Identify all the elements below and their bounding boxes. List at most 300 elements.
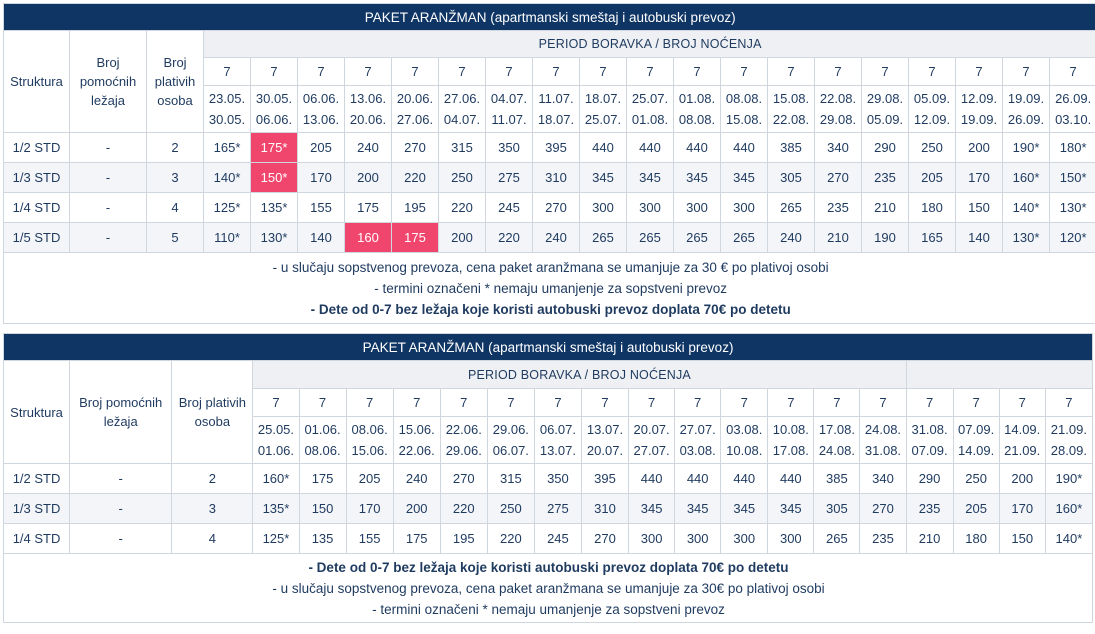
nights-cell: 7 [581,389,628,417]
nights-cell: 7 [299,389,346,417]
price-cell: 155 [346,524,393,554]
nights-cell: 7 [814,389,860,417]
date-range-cell [251,86,298,133]
date-range-cell [953,417,999,464]
structure-cell: 1/4 STD [4,524,70,554]
price-cell: 175 [392,223,439,253]
price-cell: 205 [298,133,345,163]
nights-cell: 7 [953,389,999,417]
aux-beds-cell: - [70,133,147,163]
date-to: 28.09. [1050,443,1087,458]
price-cell: 315 [487,464,534,494]
price-cell: 190* [1045,464,1092,494]
date-from: 01.06. [304,422,341,437]
price-cell: 120* [1050,223,1095,253]
price-cell: 270 [392,133,439,163]
price-cell: 140* [1003,193,1050,223]
price-cell: 350 [534,464,581,494]
price-cell: 205 [909,163,956,193]
date-from: 27.07. [679,422,716,437]
date-to: 11.07. [491,112,527,127]
date-from: 30.05. [255,91,293,106]
date-from: 18.07. [584,91,622,106]
nights-cell: 7 [346,389,393,417]
price-cell: 240 [345,133,392,163]
structure-cell: 1/3 STD [4,163,70,193]
price-cell: 440 [674,133,721,163]
price-cell: 350 [486,133,533,163]
paying-persons-cell: 5 [147,223,204,253]
table-title-row [4,334,1093,361]
price-cell: 250 [487,494,534,524]
price-cell: 345 [674,163,721,193]
date-to: 29.08. [819,112,857,127]
aux-beds-cell: - [70,494,172,524]
price-cell: 265 [768,193,815,223]
table-title: PAKET ARANŽMAN (apartmanski smeštaj i autobuski prevoz) [4,334,1093,361]
price-cell: 340 [815,133,862,163]
date-to: 18.07. [537,112,575,127]
price-cell: 265 [814,524,860,554]
date-range-cell [581,417,628,464]
date-to: 30.05. [208,112,246,127]
structure-header: Struktura [4,361,70,464]
paying-persons-cell: 2 [147,133,204,163]
price-cell: 170 [298,163,345,193]
date-from: 08.08. [725,91,763,106]
nights-cell: 7 [1003,58,1050,86]
date-from: 15.08. [772,91,810,106]
price-cell: 160* [1045,494,1092,524]
date-range-cell [721,86,768,133]
date-from: 08.06. [351,422,388,437]
price-cell: 270 [581,524,628,554]
date-range-cell [862,86,909,133]
price-cell: 160 [345,223,392,253]
price-cell: 385 [768,133,815,163]
price-cell: 165 [909,223,956,253]
price-cell: 345 [768,494,814,524]
date-range-cell [298,86,345,133]
price-cell: 395 [533,133,580,163]
price-cell: 265 [721,223,768,253]
price-cell: 200 [345,163,392,193]
price-cell: 395 [581,464,628,494]
price-cell: 240 [393,464,440,494]
date-range-cell [439,86,486,133]
price-cell: 175* [251,133,298,163]
nights-cell: 7 [768,389,814,417]
date-to: 20.06. [349,112,387,127]
structure-cell: 1/4 STD [4,193,70,223]
price-cell: 440 [721,464,768,494]
date-range-cell [533,86,580,133]
date-to: 29.06. [445,443,482,458]
period-header-row [4,361,1093,389]
price-cell: 275 [486,163,533,193]
price-table-1 [3,3,1095,324]
date-to: 08.08. [678,112,716,127]
price-cell: 175 [393,524,440,554]
price-cell: 135 [299,524,346,554]
price-cell: 220 [440,494,487,524]
aux-beds-cell: - [70,464,172,494]
price-cell: 205 [953,494,999,524]
price-cell: 440 [580,133,627,163]
date-to: 10.08. [726,443,763,458]
price-cell: 200 [999,464,1045,494]
date-to: 06.06. [255,112,293,127]
nights-cell: 7 [721,389,768,417]
price-cell: 200 [393,494,440,524]
price-cell: 140* [1045,524,1092,554]
nights-cell: 7 [534,389,581,417]
price-cell: 270 [860,494,906,524]
note-line: - u slučaju sopstvenog prevoza, cena paket aranžmana se umanjuje za 30 € po plativoj osobi [272,259,829,275]
note-line: - u slučaju sopstvenog prevoza, cena paket aranžmana se umanjuje za 30€ po plativoj osobi [272,580,825,596]
price-cell: 235 [906,494,953,524]
price-cell: 300 [629,524,675,554]
date-from: 13.06. [349,91,387,106]
nights-cell: 7 [956,58,1003,86]
date-to: 14.09. [958,443,995,458]
price-cell: 290 [906,464,953,494]
date-to: 08.06. [304,443,341,458]
price-cell: 345 [580,163,627,193]
date-range-cell [253,417,299,464]
date-to: 26.09. [1007,112,1045,127]
nights-cell: 7 [253,389,299,417]
price-cell: 155 [298,193,345,223]
price-cell: 160* [1003,163,1050,193]
nights-cell: 7 [298,58,345,86]
price-cell: 180* [1050,133,1095,163]
date-from: 15.06. [398,422,435,437]
price-cell: 235 [860,524,906,554]
structure-cell: 1/5 STD [4,223,70,253]
date-range-cell [440,417,487,464]
table-title-row [4,4,1095,31]
date-range-cell [956,86,1003,133]
date-from: 27.06. [443,91,481,106]
date-from: 01.08. [678,91,716,106]
nights-cell: 7 [533,58,580,86]
aux-beds-header: Broj pomoćnih ležaja [70,361,172,464]
price-cell: 150 [956,193,1003,223]
date-range-cell [486,86,533,133]
price-cell: 210 [815,223,862,253]
price-cell: 130* [1050,193,1095,223]
price-cell: 270 [533,193,580,223]
price-cell: 275 [534,494,581,524]
date-from: 12.09. [960,91,998,106]
date-from: 24.08. [864,422,902,437]
date-range-cell [627,86,674,133]
price-cell: 150 [299,494,346,524]
price-cell: 290 [862,133,909,163]
date-range-cell [345,86,392,133]
price-cell: 210 [862,193,909,223]
date-to: 13.06. [302,112,340,127]
price-cell: 140 [956,223,1003,253]
date-to: 22.08. [772,112,810,127]
date-from: 10.08. [772,422,809,437]
date-range-cell [909,86,956,133]
period-header: PERIOD BORAVKA / BROJ NOĆENJA [204,31,1095,58]
nights-cell: 7 [487,389,534,417]
paying-persons-cell: 4 [147,193,204,223]
price-cell: 440 [627,133,674,163]
note-line: - termini označeni * nemaju umanjenje za sopstveni prevoz [374,280,727,296]
price-cell: 200 [439,223,486,253]
nights-cell: 7 [580,58,627,86]
date-from: 25.07. [631,91,669,106]
price-row [4,524,1093,554]
nights-cell: 7 [629,389,675,417]
date-range-cell [487,417,534,464]
date-to: 01.06. [257,443,295,458]
price-cell: 310 [581,494,628,524]
price-cell: 240 [533,223,580,253]
date-range-cell [906,417,953,464]
price-cell: 265 [627,223,674,253]
date-to: 25.07. [584,112,622,127]
date-to: 21.09. [1004,443,1041,458]
price-cell: 220 [487,524,534,554]
price-cell: 265 [580,223,627,253]
date-from: 29.08. [866,91,904,106]
price-cell: 315 [439,133,486,163]
price-cell: 125* [253,524,299,554]
date-from: 25.05. [257,422,295,437]
nights-cell: 7 [1050,58,1095,86]
date-from: 26.09. [1055,91,1092,106]
date-from: 29.06. [492,422,529,437]
price-cell: 440 [721,133,768,163]
date-range-cell [204,86,251,133]
price-cell: 140* [204,163,251,193]
date-from: 03.08. [726,422,763,437]
date-to: 20.07. [586,443,624,458]
date-from: 04.07. [490,91,528,106]
structure-cell: 1/3 STD [4,494,70,524]
price-cell: 170 [346,494,393,524]
aux-beds-cell: - [70,223,147,253]
date-from: 20.06. [396,91,434,106]
notes-cell [4,554,1093,623]
date-to: 31.08. [864,443,902,458]
date-from: 23.05. [208,91,246,106]
price-cell: 220 [486,223,533,253]
date-from: 14.09. [1004,422,1041,437]
date-to: 24.08. [818,443,855,458]
date-to: 19.09. [960,112,998,127]
price-cell: 180 [909,193,956,223]
aux-beds-cell: - [70,524,172,554]
date-from: 13.07. [586,422,624,437]
date-to: 04.07. [443,112,481,127]
structure-header: Struktura [4,31,70,133]
date-from: 19.09. [1007,91,1045,106]
nights-cell: 7 [439,58,486,86]
price-cell: 140 [298,223,345,253]
price-cell: 300 [768,524,814,554]
price-cell: 270 [815,163,862,193]
date-from: 22.08. [819,91,857,106]
date-range-cell [815,86,862,133]
price-cell: 195 [440,524,487,554]
date-to: 27.07. [633,443,670,458]
paying-persons-cell: 3 [147,163,204,193]
date-to: 17.08. [772,443,809,458]
date-to: 15.08. [725,112,763,127]
price-cell: 135* [251,193,298,223]
date-range-cell [1045,417,1092,464]
date-range-cell [814,417,860,464]
price-cell: 195 [392,193,439,223]
price-cell: 305 [768,163,815,193]
nights-cell: 7 [1045,389,1092,417]
price-cell: 135* [253,494,299,524]
price-cell: 250 [909,133,956,163]
price-cell: 150 [999,524,1045,554]
date-range-cell [1050,86,1095,133]
date-range-cell [999,417,1045,464]
price-cell: 345 [627,163,674,193]
aux-beds-cell: - [70,163,147,193]
date-range-cell [721,417,768,464]
date-range-cell [768,417,814,464]
price-cell: 180 [953,524,999,554]
price-cell: 345 [675,494,721,524]
date-to: 07.09. [911,443,948,458]
price-cell: 220 [439,193,486,223]
price-cell: 305 [814,494,860,524]
price-table-2 [3,333,1093,623]
paying-persons-cell: 2 [172,464,253,494]
date-from: 22.06. [445,422,482,437]
price-row [4,193,1095,223]
price-cell: 130* [251,223,298,253]
paying-persons-cell: 4 [172,524,253,554]
note-line: - termini označeni * nemaju umanjenje za sopstveni prevoz [372,601,725,617]
date-to: 03.08. [679,443,716,458]
date-from: 06.06. [302,91,340,106]
price-row [4,464,1093,494]
price-cell: 170 [999,494,1045,524]
price-cell: 175 [345,193,392,223]
price-cell: 165* [204,133,251,163]
price-cell: 385 [814,464,860,494]
price-cell: 130* [1003,223,1050,253]
date-range-cell [346,417,393,464]
price-cell: 250 [953,464,999,494]
nights-cell: 7 [486,58,533,86]
price-cell: 345 [629,494,675,524]
price-cell: 220 [392,163,439,193]
nights-cell: 7 [862,58,909,86]
price-cell: 300 [675,524,721,554]
note-line: - Dete od 0-7 bez ležaja koje koristi autobuski prevoz doplata 70€ po detetu [308,559,789,575]
nights-cell: 7 [251,58,298,86]
price-cell: 300 [721,193,768,223]
nights-cell: 7 [392,58,439,86]
notes-row [4,554,1093,623]
price-cell: 440 [768,464,814,494]
nights-cell: 7 [906,389,953,417]
price-cell: 125* [204,193,251,223]
date-range-cell [629,417,675,464]
price-row [4,133,1095,163]
aux-beds-cell: - [70,193,147,223]
price-cell: 265 [674,223,721,253]
price-row [4,163,1095,193]
nights-cell: 7 [768,58,815,86]
price-cell: 205 [346,464,393,494]
date-to: 05.09. [866,112,904,127]
date-range-cell [534,417,581,464]
price-cell: 235 [815,193,862,223]
table-title: PAKET ARANŽMAN (apartmanski smeštaj i autobuski prevoz) [4,4,1095,31]
paying-persons-header: Broj plativih osoba [172,361,253,464]
date-range-cell [1003,86,1050,133]
nights-cell: 7 [999,389,1045,417]
period-header: PERIOD BORAVKA / BROJ NOĆENJA [253,361,906,389]
price-cell: 190* [1003,133,1050,163]
nights-cell: 7 [815,58,862,86]
date-range-cell [675,417,721,464]
date-range-cell [299,417,346,464]
price-cell: 170 [956,163,1003,193]
date-from: 21.09. [1050,422,1087,437]
nights-cell: 7 [909,58,956,86]
date-from: 17.08. [818,422,855,437]
price-cell: 150* [251,163,298,193]
price-cell: 150* [1050,163,1095,193]
date-from: 31.08. [911,422,948,437]
price-cell: 300 [674,193,721,223]
date-range-cell [580,86,627,133]
structure-cell: 1/2 STD [4,133,70,163]
price-cell: 160* [253,464,299,494]
price-cell: 270 [440,464,487,494]
nights-cell: 7 [204,58,251,86]
price-cell: 175 [299,464,346,494]
date-range-cell [674,86,721,133]
price-cell: 300 [580,193,627,223]
price-cell: 210 [906,524,953,554]
date-range-cell [393,417,440,464]
paying-persons-header: Broj plativih osoba [147,31,204,133]
price-cell: 300 [627,193,674,223]
date-to: 22.06. [398,443,435,458]
paying-persons-cell: 3 [172,494,253,524]
notes-row [4,253,1095,324]
date-from: 11.07. [538,91,574,106]
price-cell: 345 [721,494,768,524]
price-cell: 200 [956,133,1003,163]
nights-cell: 7 [393,389,440,417]
nights-cell: 7 [440,389,487,417]
date-to: 27.06. [396,112,434,127]
aux-beds-header: Broj pomoćnih ležaja [70,31,147,133]
notes-cell [4,253,1095,324]
date-to: 03.10. [1055,112,1092,127]
period-header-row [4,31,1095,58]
price-row [4,223,1095,253]
date-to: 12.09. [913,112,951,127]
date-to: 01.08. [631,112,669,127]
